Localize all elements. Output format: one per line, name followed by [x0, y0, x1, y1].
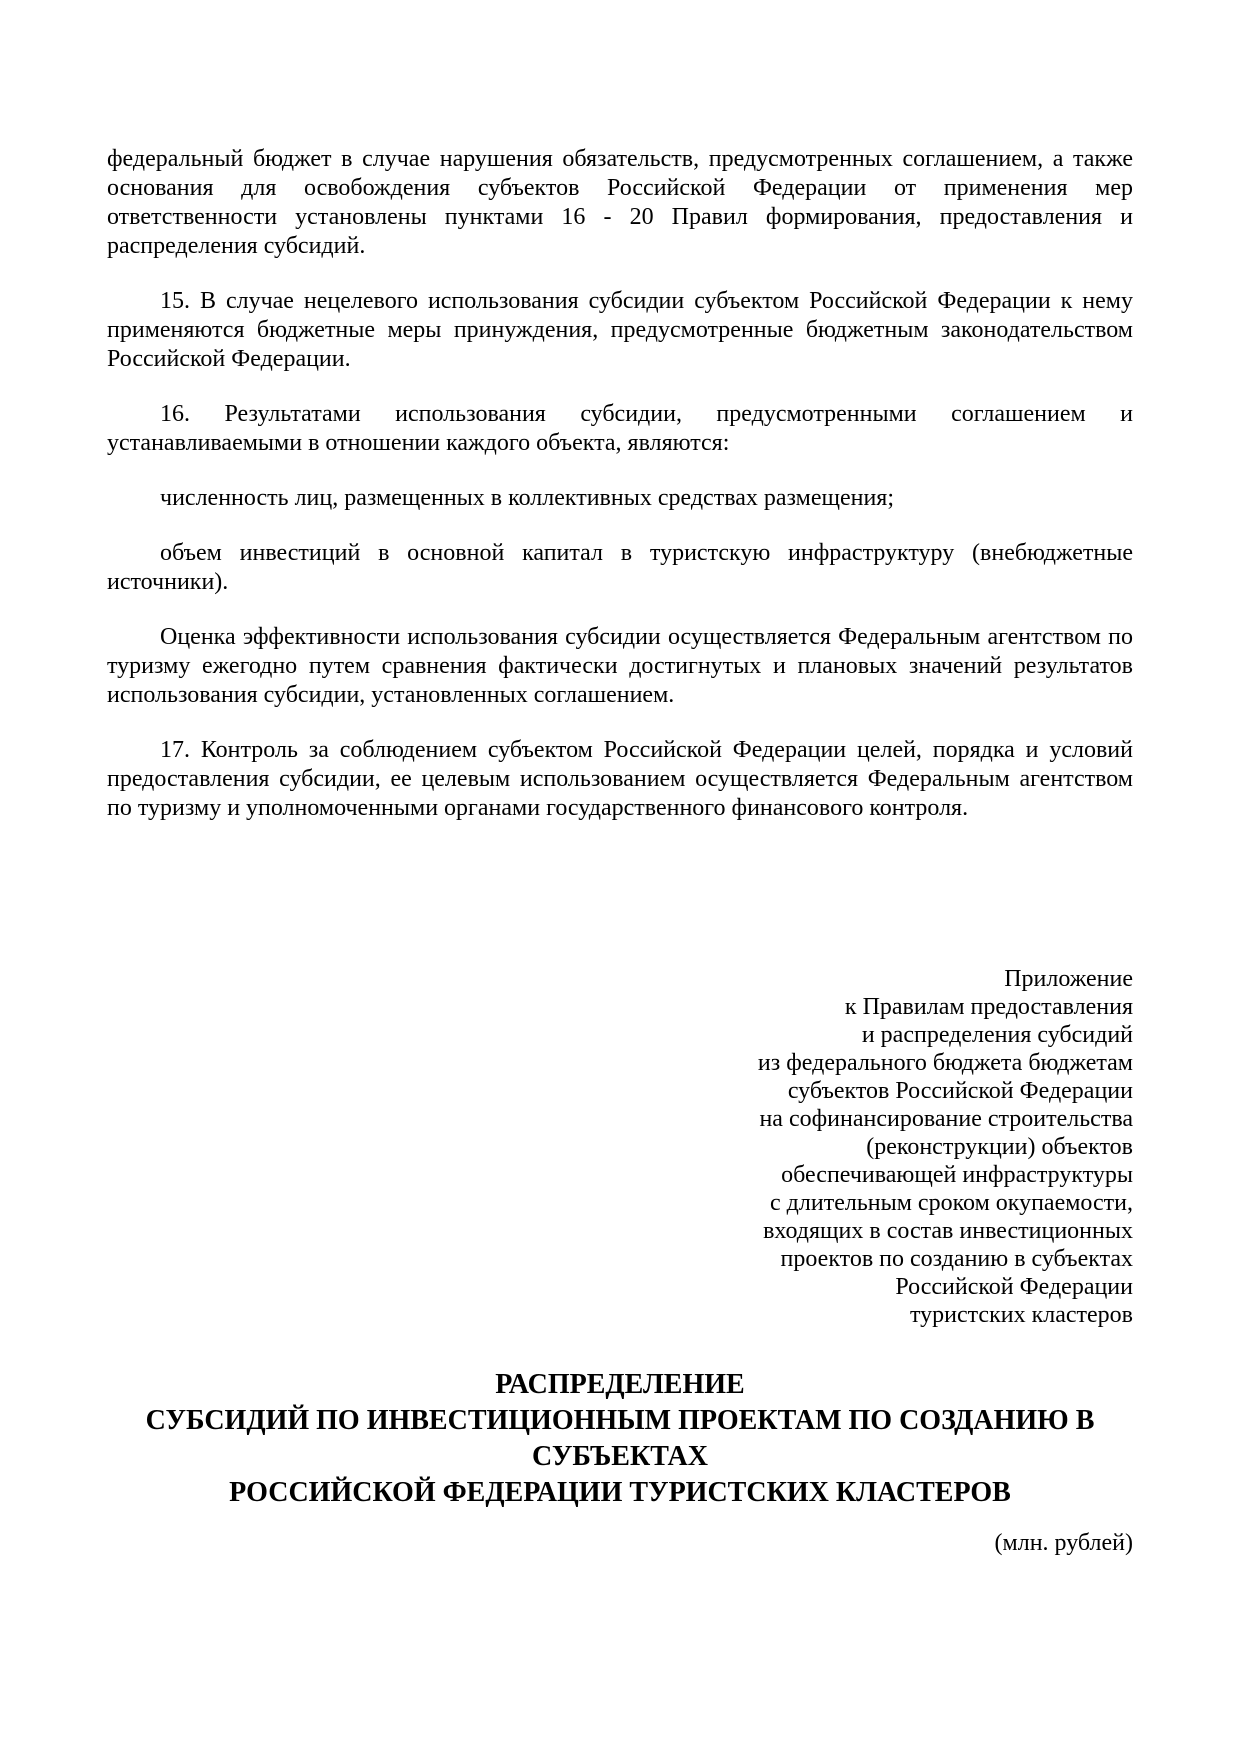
appendix-reference-line: на софинансирование строительства [759, 1106, 1133, 1132]
paragraph-clause-17: 17. Контроль за соблюдением субъектом Российской Федерации целей, порядка и условий предоставления субсидии, ее целевым использованием осуществляется Федеральным агентством по туризму и уполномоченными органами государственного финансового контроля. [107, 737, 1133, 821]
appendix-reference-line: с длительным сроком окупаемости, [770, 1190, 1133, 1216]
appendix-reference-line: и распределения субсидий [861, 1022, 1133, 1048]
distribution-title-line: СУБЪЕКТАХ [532, 1441, 708, 1472]
distribution-title-line: РОССИЙСКОЙ ФЕДЕРАЦИИ ТУРИСТСКИХ КЛАСТЕРОВ [229, 1477, 1011, 1508]
appendix-reference-line: Российской Федерации [895, 1274, 1133, 1300]
appendix-reference-line: субъектов Российской Федерации [787, 1078, 1133, 1104]
appendix-reference-line: проектов по созданию в субъектах [780, 1246, 1133, 1272]
distribution-title-line: СУБСИДИЙ ПО ИНВЕСТИЦИОННЫМ ПРОЕКТАМ ПО СОЗДАНИЮ В [145, 1405, 1095, 1436]
distribution-title [107, 1367, 1133, 1511]
distribution-title-line: РАСПРЕДЕЛЕНИЕ [495, 1369, 745, 1400]
paragraph-clause-16: 16. Результатами использования субсидии, предусмотренными соглашением и устанавливаемыми в отношении каждого объекта, являются: [107, 401, 1133, 456]
paragraph-result-indicator-2: объем инвестиций в основной капитал в туристскую инфраструктуру (внебюджетные источники). [107, 540, 1133, 595]
units-note: (млн. рублей) [994, 1530, 1133, 1556]
appendix-reference-line: к Правилам предоставления [844, 994, 1133, 1020]
appendix-reference-block [107, 965, 1133, 1329]
paragraph-result-indicator-1: численность лиц, размещенных в коллективных средствах размещения; [160, 485, 895, 511]
paragraph-rules-continuation: федеральный бюджет в случае нарушения обязательств, предусмотренных соглашением, а также основания для освобождения субъектов Российской Федерации от применения мер ответственности установлены пунктами 16 - 20 Правил формирования, предоставления и распределения субсидий. [107, 146, 1133, 259]
appendix-reference-line: (реконструкции) объектов [866, 1134, 1133, 1160]
paragraph-clause-15: 15. В случае нецелевого использования субсидии субъектом Российской Федерации к нему применяются бюджетные меры принуждения, предусмотренные бюджетным законодательством Российской Федерации. [107, 288, 1133, 372]
appendix-reference-line: входящих в состав инвестиционных [763, 1218, 1133, 1244]
appendix-reference-line: из федерального бюджета бюджетам [757, 1050, 1133, 1076]
appendix-reference-line: туристских кластеров [909, 1302, 1133, 1328]
appendix-reference-line: обеспечивающей инфраструктуры [781, 1162, 1133, 1188]
appendix-reference-line: Приложение [1004, 966, 1133, 992]
paragraph-effectiveness-assessment: Оценка эффективности использования субсидии осуществляется Федеральным агентством по туризму ежегодно путем сравнения фактически достигнутых и плановых значений результатов использования субсидии, установленных соглашением. [107, 624, 1133, 708]
